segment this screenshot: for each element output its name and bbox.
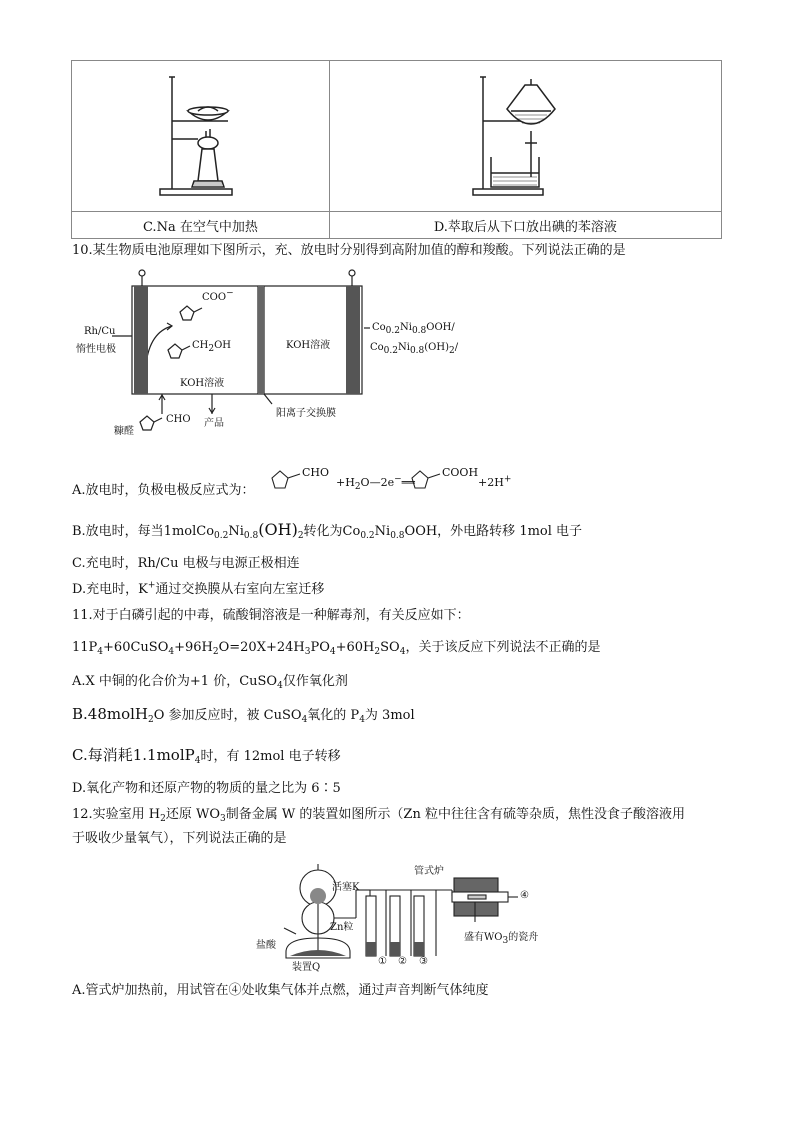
right-sub-2c: 2 (449, 346, 455, 356)
q11-eq-12: SO (380, 640, 400, 655)
eq-sign: ══ (401, 476, 415, 489)
eq-cooh: COOH (442, 466, 479, 479)
right-solution-label: KOH溶液 (286, 340, 331, 351)
inert-electrode-label: 惰性电极 (76, 344, 116, 355)
q12-apparatus-diagram (256, 856, 538, 972)
right-species-1c: OOH/ (426, 322, 455, 333)
q12-stem-1: 12.实验室用 H (72, 807, 161, 822)
right-species-2c: (OH) (424, 342, 450, 353)
q11-eq-8: PO (310, 640, 330, 655)
q12-option-a: A.管式炉加热前，用试管在④处收集气体并点燃，通过声音判断气体纯度 (72, 983, 489, 998)
q10-option-d: D.充电时，K+通过交换膜从右室向左室迁移 (72, 580, 325, 597)
q11-eq-tail: ，关于该反应下列说法不正确的是 (405, 640, 601, 655)
eq-tail: +2H (478, 476, 504, 489)
q10-stem: 10.某生物质电池原理如下图所示，充、放电时分别得到高附加值的醇和羧酸。下列说法正确的是 (72, 243, 626, 258)
q11-c-2: 时，有 12mol 电子转移 (200, 749, 341, 764)
q10-b-1: B.放电时，每当1molCo (72, 524, 215, 539)
q10-a-equation (266, 464, 526, 498)
q10-b-sub1: 0.2 (214, 531, 229, 541)
q11-eq-13: 4 (399, 647, 406, 657)
cho-label: CHO (166, 414, 191, 425)
q12-stem-line1 (72, 806, 685, 824)
membrane-label: 阳离子交换膜 (276, 408, 336, 419)
separatory-funnel-figure (465, 69, 585, 199)
eq-mid: +H (336, 476, 355, 489)
q11-c-sub: 4 (194, 756, 201, 766)
right-sub-2a: 0.2 (383, 346, 398, 356)
figure-d-cell (329, 61, 721, 212)
right-species-1a: Co (372, 322, 386, 333)
furfural-label: 糠醛 (114, 426, 134, 437)
q12-stem-2: 还原 WO (165, 807, 221, 822)
coo-label: COO (202, 292, 227, 303)
q10-option-b (72, 521, 582, 541)
q10-b-sub2: 0.8 (243, 531, 259, 541)
q10-b-2: Ni (228, 524, 244, 539)
q10-cell-diagram: COO− $CH_2OH$ KOH溶液 KOH溶液 Rh/Cu 惰性电极 阳离子交换膜 糠醛 CHO 产品 $Co_{0.2}Ni_{0.8}OOH/$ $Co_{0.2}Ni_{0.8}(OH)_2/$ (72, 264, 472, 444)
q11-a-1: A.X 中铜的化合价为+1 价，CuSO (72, 674, 278, 689)
right-species-1b: Ni (400, 322, 412, 333)
right-species-2b: Ni (398, 342, 410, 353)
q10-a-prefix: A.放电时，负极电极反应式为： (72, 483, 255, 498)
q11-eq-2: +60CuSO (103, 640, 169, 655)
figure-c-cell (72, 61, 330, 212)
q10-option-a (72, 482, 255, 500)
bottle-1-label: ① (378, 956, 387, 967)
q11-c-1: C.每消耗1.1molP (72, 746, 195, 764)
q11-b-sub1: 2 (148, 715, 154, 725)
bottle-2-label: ② (398, 956, 407, 967)
right-species-2a: Co (370, 342, 384, 353)
eq-cho: CHO (302, 466, 330, 479)
q10-b-sub5: 0.8 (390, 531, 405, 541)
left-solution-label: KOH溶液 (180, 378, 225, 389)
q12-stem-sub1: 2 (160, 814, 166, 824)
heating-apparatus-figure (140, 69, 260, 199)
q11-option-d: D.氧化产物和还原产物的物质的量之比为 6∶5 (72, 781, 341, 796)
q11-eq-5: 2 (212, 647, 219, 657)
ch2oh-tail: OH (214, 340, 232, 351)
q11-b-4: 为 3mol (364, 708, 415, 723)
zn-label: Zn粒 (330, 922, 354, 933)
caption-c: C.Na 在空气中加热 (72, 212, 330, 239)
q11-b-2: O 参加反应时，被 CuSO (153, 708, 302, 723)
eq-mid2: O—2e (360, 476, 395, 489)
q11-eq-3: 4 (168, 647, 175, 657)
q10-b-4: 转化为Co (303, 524, 361, 539)
right-sub-1b: 0.8 (411, 326, 427, 336)
q11-b-1: B.48molH (72, 705, 149, 723)
acid-label: 盐酸 (256, 940, 276, 951)
q11-option-a (72, 673, 348, 691)
q11-eq-11: 2 (374, 647, 381, 657)
q11-b-3: 氧化的 P (307, 708, 360, 723)
apparatus-q-label: 装置Q (292, 962, 321, 973)
q11-option-b (72, 705, 415, 725)
boat-tail: 的瓷舟 (508, 932, 539, 943)
q10-d-1: D.充电时，K (72, 582, 148, 597)
eq-minus: − (394, 474, 402, 485)
ch2oh-label: CH (192, 340, 209, 351)
q11-eq-4: +96H (174, 640, 213, 655)
rh-cu-label: Rh/Cu (84, 326, 116, 337)
right-sub-1a: 0.2 (385, 326, 400, 336)
right-sub-2b: 0.8 (409, 346, 425, 356)
q11-b-sub3: 4 (359, 715, 365, 725)
options-table (71, 60, 722, 239)
q11-eq-0: 11P (72, 640, 98, 655)
q11-b-sub2: 4 (301, 715, 308, 725)
q11-option-c (72, 746, 341, 766)
q12-stem-line2: 于吸收少量氧气），下列说法正确的是 (72, 831, 287, 846)
q12-stem-3: 制备金属 W 的装置如图所示（Zn 粒中往往含有硫等杂质，焦性没食子酸溶液用 (225, 807, 685, 822)
product-label: 产品 (204, 418, 224, 429)
caption-d: D.萃取后从下口放出碘的苯溶液 (329, 212, 721, 239)
boat-label: 盛有WO (464, 932, 503, 943)
q11-eq-9: 4 (329, 647, 336, 657)
q11-a-2: 仅作氧化剂 (282, 674, 348, 689)
bottle-3-label: ③ (419, 956, 428, 967)
q11-equation (72, 639, 600, 657)
q11-eq-6: O=20X+24H (218, 640, 305, 655)
q10-d-2: 通过交换膜从右室向左室迁移 (155, 582, 325, 597)
q11-eq-10: +60H (335, 640, 375, 655)
eq-mid-sub: 2 (354, 482, 361, 492)
q10-b-sub3: 2 (297, 531, 304, 541)
q10-b-3: (OH) (258, 520, 298, 539)
ch2oh-sub: 2 (208, 344, 215, 354)
q11-stem: 11.对于白磷引起的中毒，硫酸铜溶液是一种解毒剂，有关反应如下： (72, 608, 470, 623)
furnace-label: 管式炉 (414, 866, 444, 877)
boat-sub: 3 (502, 936, 509, 946)
outlet-4-label: ④ (520, 890, 529, 901)
q11-eq-1: 4 (97, 647, 104, 657)
q12-stem-sub2: 3 (220, 814, 226, 824)
right-slash: / (454, 342, 459, 353)
eq-plus: + (503, 474, 512, 485)
q10-b-sub4: 0.2 (360, 531, 375, 541)
q10-option-c: C.充电时，Rh/Cu 电极与电源正极相连 (72, 556, 300, 571)
q10-b-5: Ni (374, 524, 391, 539)
q11-a-sub: 4 (277, 681, 283, 691)
q11-eq-7: 3 (304, 647, 311, 657)
valve-label: 活塞K (332, 882, 360, 893)
q10-b-6: OOH，外电路转移 1mol 电子 (404, 524, 583, 539)
